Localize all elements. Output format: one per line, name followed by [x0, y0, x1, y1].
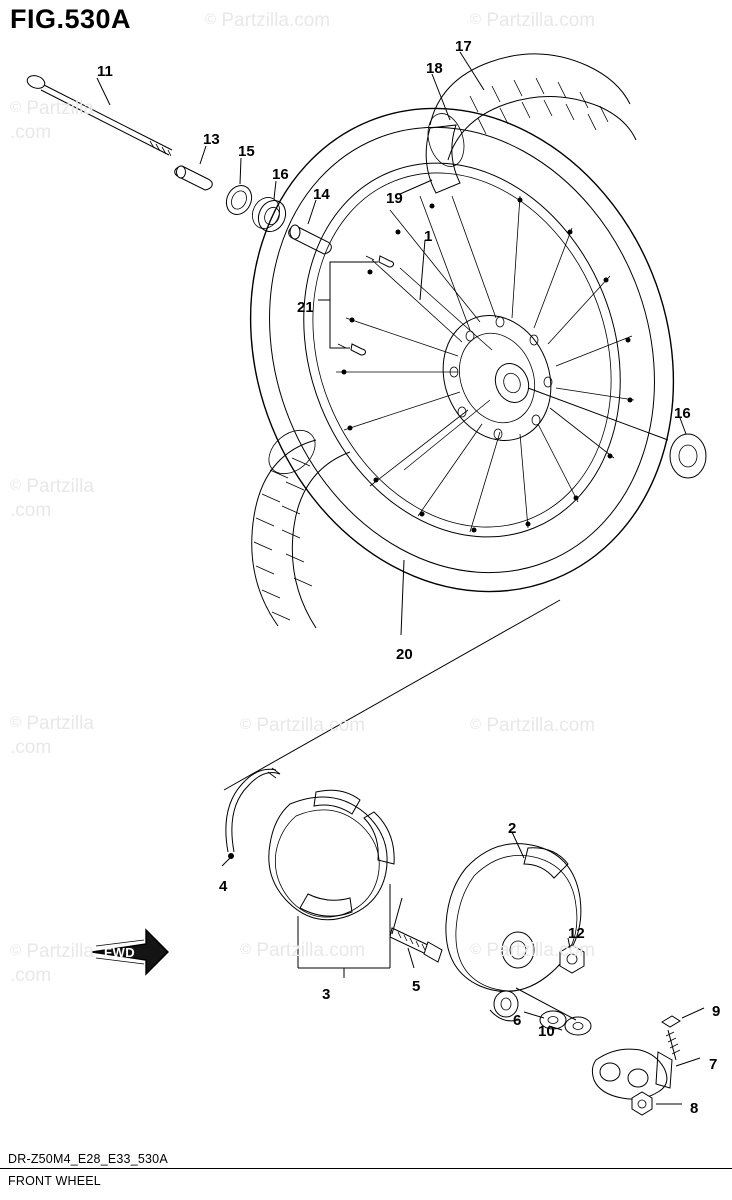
part-seal-15 — [222, 158, 256, 219]
callout-16-upper: 16 — [272, 166, 289, 183]
callout-15: 15 — [238, 143, 255, 160]
figure-title: FIG.530A — [10, 4, 132, 34]
callout-9: 9 — [712, 1003, 721, 1020]
fwd-label: FWD — [104, 945, 136, 960]
part-brake-anchor-7 — [592, 1049, 700, 1099]
part-tire-tread-bottom — [252, 421, 404, 635]
part-spacer-14 — [289, 200, 332, 254]
part-bearing-16-upper — [247, 181, 290, 236]
part-nut-8 — [632, 1092, 682, 1115]
watermark: © Partzilla .com — [10, 713, 94, 758]
callout-19: 19 — [386, 190, 403, 207]
watermark: © Partzilla.com — [470, 715, 596, 736]
part-brake-cam-5 — [390, 898, 442, 968]
callout-17: 17 — [455, 38, 472, 55]
part-bolt-9 — [662, 1008, 704, 1060]
callout-16-right: 16 — [674, 405, 691, 422]
watermark: © Partzilla.com — [205, 10, 331, 31]
callout-18: 18 — [426, 60, 443, 77]
watermark: © Partzilla .com — [10, 98, 94, 143]
callout-2: 2 — [508, 820, 517, 837]
callout-11: 11 — [97, 63, 113, 80]
footer-diagram-name: FRONT WHEEL — [8, 1174, 101, 1188]
part-brake-panel-2 — [446, 832, 581, 1021]
callout-12: 12 — [568, 925, 585, 942]
callout-14: 14 — [313, 186, 330, 203]
leader-1 — [420, 240, 425, 300]
watermark: © Partzilla.com — [240, 940, 366, 961]
callout-13: 13 — [203, 131, 220, 148]
part-axle-11 — [26, 74, 172, 156]
part-brake-spring-4 — [222, 768, 280, 866]
callout-8: 8 — [690, 1100, 699, 1117]
callout-4: 4 — [219, 878, 228, 895]
part-spacer-13 — [175, 146, 213, 190]
callout-6: 6 — [513, 1012, 522, 1029]
watermark: © Partzilla.com — [470, 10, 596, 31]
watermark: © Partzilla .com — [10, 941, 94, 986]
callout-10: 10 — [538, 1023, 555, 1040]
callout-20: 20 — [396, 646, 413, 663]
callout-5: 5 — [412, 978, 421, 995]
part-bolts-21 — [318, 256, 394, 355]
callout-21: 21 — [297, 299, 314, 316]
part-wheel-assembly — [179, 44, 732, 656]
part-bearing-16-right — [528, 388, 706, 478]
watermark: © Partzilla.com — [470, 940, 596, 961]
footer-divider — [0, 1168, 732, 1169]
part-brake-shoes-3 — [269, 790, 394, 978]
watermark: © Partzilla .com — [10, 476, 94, 521]
callout-3: 3 — [322, 986, 331, 1003]
callout-7: 7 — [709, 1056, 718, 1073]
footer-diagram-code: DR-Z50M4_E28_E33_530A — [8, 1152, 168, 1166]
watermark: © Partzilla.com — [240, 715, 366, 736]
callout-1: 1 — [424, 228, 433, 245]
